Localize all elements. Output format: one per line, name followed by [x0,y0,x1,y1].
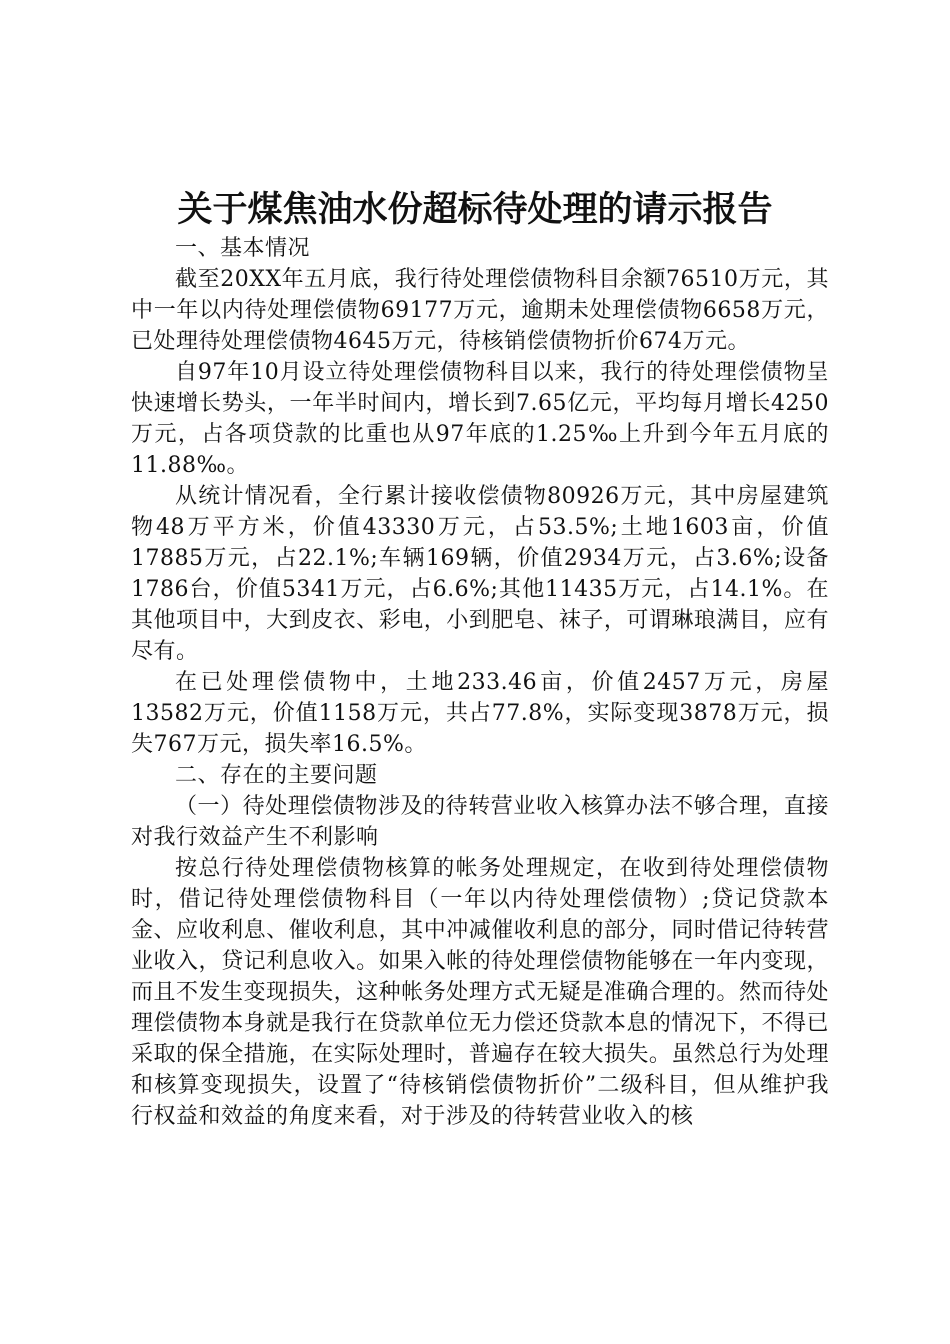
paragraph: 按总行待处理偿债物核算的帐务处理规定，在收到待处理偿债物时，借记待处理偿债物科目（一年以内待处理偿债物）;贷记贷款本金、应收利息、催收利息，其中冲减催收利息的部分，同时借记待转营业收入，贷记利息收入。如果入帐的待处理偿债物能够在一年内变现，而且不发生变现损失，这种帐务处理方式无疑是准确合理的。然而待处理偿债物本身就是我行在贷款单位无力偿还贷款本息的情况下，不得已采取的保全措施，在实际处理时，普遍存在较大损失。虽然总行为处理和核算变现损失，设置了“待核销偿债物折价”二级科目，但从维护我行权益和效益的角度来看，对于涉及的待转营业收入的核 [131,856,829,1129]
paragraph: 截至20XX年五月底，我行待处理偿债物科目余额76510万元，其中一年以内待处理偿债物69177万元，逾期未处理偿债物6658万元，已处理待处理偿债物4645万元，待核销偿债物折价674万元。 [131,267,829,354]
section-heading-problems: 二、存在的主要问题 [175,763,378,788]
paragraph: 从统计情况看，全行累计接收偿债物80926万元，其中房屋建筑物48万平方米，价值43330万元，占53.5%;土地1603亩，价值17885万元，占22.1%;车辆169辆，价值2934万元，占3.6%;设备1786台，价值5341万元，占6.6%;其他11435万元，占14.1%。在其他项目中，大到皮衣、彩电，小到肥皂、袜子，可谓琳琅满目，应有尽有。 [131,484,829,664]
subsection-heading: （一）待处理偿债物涉及的待转营业收入核算办法不够合理，直接对我行效益产生不利影响 [131,794,829,850]
paragraph: 自97年10月设立待处理偿债物科目以来，我行的待处理偿债物呈快速增长势头，一年半时间内，增长到7.65亿元，平均每月增长4250万元，占各项贷款的比重也从97年底的1.25‰上升到今年五月底的11.88‰。 [131,360,829,478]
paragraph: 在已处理偿债物中，土地233.46亩，价值2457万元，房屋13582万元，价值1158万元，共占77.8%，实际变现3878万元，损失767万元，损失率16.5%。 [131,670,829,757]
document-body [131,233,829,1132]
document-title: 关于煤焦油水份超标待处理的请示报告 [177,189,773,230]
section-heading-basic: 一、基本情况 [175,236,311,261]
